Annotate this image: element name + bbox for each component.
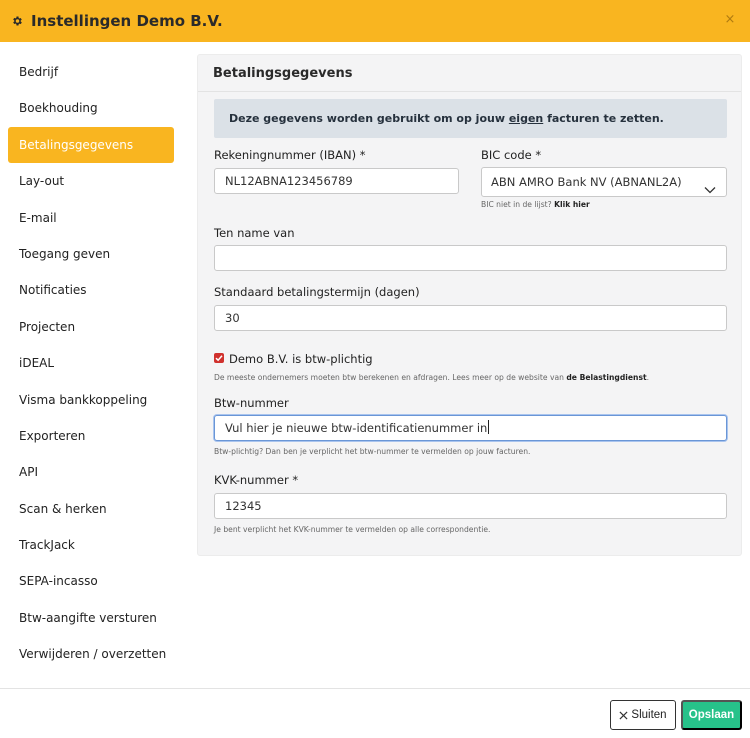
vat-number-label: Btw-nummer xyxy=(214,396,289,410)
modal-title: Instellingen Demo B.V. xyxy=(31,12,223,30)
sidebar-item-scan-herken[interactable]: Scan & herken xyxy=(19,501,107,516)
sidebar-item-boekhouding[interactable]: Boekhouding xyxy=(19,101,98,116)
bic-label: BIC code * xyxy=(481,148,542,162)
bic-help xyxy=(481,200,590,209)
payment-term-label: Standaard betalingstermijn (dagen) xyxy=(214,285,420,299)
sidebar-item-e-mail[interactable]: E-mail xyxy=(19,210,57,225)
sidebar-item-verwijderen[interactable]: Verwijderen / overzetten xyxy=(19,647,167,662)
bic-selected-value: ABN AMRO Bank NV (ABNANL2A) xyxy=(491,175,682,189)
modal-header xyxy=(0,0,750,42)
sidebar-item-ideal[interactable]: iDEAL xyxy=(19,356,55,371)
vat-liable-label: Demo B.V. is btw-plichtig xyxy=(229,352,373,366)
sidebar-item-bedrijf[interactable]: Bedrijf xyxy=(19,65,59,79)
iban-input[interactable]: NL12ABNA123456789 xyxy=(214,168,459,194)
info-link-eigen[interactable]: eigen xyxy=(508,112,544,125)
close-x-icon xyxy=(619,711,628,720)
checkmark-icon xyxy=(215,354,223,362)
vat-number-help: Btw-plichtig? Dan ben je verplicht het btw-nummer te vermelden op jouw facturen. xyxy=(214,447,531,456)
info-text-end: facturen te zetten. xyxy=(543,112,664,125)
text-caret xyxy=(488,420,489,434)
vat-number-value: Vul hier je nieuwe btw-identificatienummer in xyxy=(225,421,488,435)
info-banner xyxy=(214,99,727,138)
vat-liable-help xyxy=(214,373,649,382)
sidebar-item-btw-aangifte[interactable]: Btw-aangifte versturen xyxy=(19,610,157,625)
iban-label: Rekeningnummer (IBAN) * xyxy=(214,148,366,162)
sidebar-item-exporteren[interactable]: Exporteren xyxy=(19,428,86,443)
payment-settings-panel xyxy=(197,54,742,556)
sidebar-item-betalingsgegevens[interactable]: Betalingsgegevens xyxy=(8,127,174,163)
kvk-input[interactable]: 12345 xyxy=(214,493,727,519)
settings-sidebar xyxy=(8,54,174,673)
footer-divider xyxy=(0,688,750,689)
belastingdienst-link[interactable]: de Belastingdienst xyxy=(566,373,647,382)
info-text-start: Deze gegevens worden gebruikt om op jouw xyxy=(229,112,509,125)
bic-select[interactable] xyxy=(481,167,727,197)
bic-help-text: BIC niet in de lijst? xyxy=(481,200,555,209)
account-holder-label: Ten name van xyxy=(214,226,295,240)
kvk-help: Je bent verplicht het KVK-nummer te vermelden op alle correspondentie. xyxy=(214,525,491,534)
panel-title: Betalingsgegevens xyxy=(213,66,353,81)
chevron-down-icon xyxy=(704,177,716,187)
sidebar-item-trackjack[interactable]: TrackJack xyxy=(19,538,75,553)
close-icon[interactable]: × xyxy=(724,12,736,27)
sidebar-item-toegang-geven[interactable]: Toegang geven xyxy=(19,246,111,261)
close-button[interactable] xyxy=(610,700,676,730)
panel-divider xyxy=(198,91,741,92)
account-holder-input[interactable] xyxy=(214,245,727,271)
sidebar-item-sepa-incasso[interactable]: SEPA-incasso xyxy=(19,574,98,589)
sidebar-item-api[interactable]: API xyxy=(19,465,38,480)
sidebar-item-notificaties[interactable]: Notificaties xyxy=(19,283,87,298)
sidebar-item-visma-bankkoppeling[interactable]: Visma bankkoppeling xyxy=(19,392,148,407)
bic-help-link[interactable]: Klik hier xyxy=(554,200,590,209)
payment-term-input[interactable]: 30 xyxy=(214,305,727,331)
vat-liable-checkbox[interactable] xyxy=(214,353,224,363)
save-button[interactable]: Opslaan xyxy=(681,700,742,730)
vat-number-input[interactable] xyxy=(214,415,727,441)
sidebar-item-lay-out[interactable]: Lay-out xyxy=(19,174,65,189)
sidebar-item-projecten[interactable]: Projecten xyxy=(19,319,76,334)
gear-icon xyxy=(9,13,25,29)
vat-liable-help-end: . xyxy=(646,373,650,382)
vat-liable-help-text: De meeste ondernemers moeten btw berekenen en afdragen. Lees meer op de website van xyxy=(214,373,567,382)
close-button-label: Sluiten xyxy=(631,709,667,721)
kvk-label: KVK-nummer * xyxy=(214,473,299,487)
